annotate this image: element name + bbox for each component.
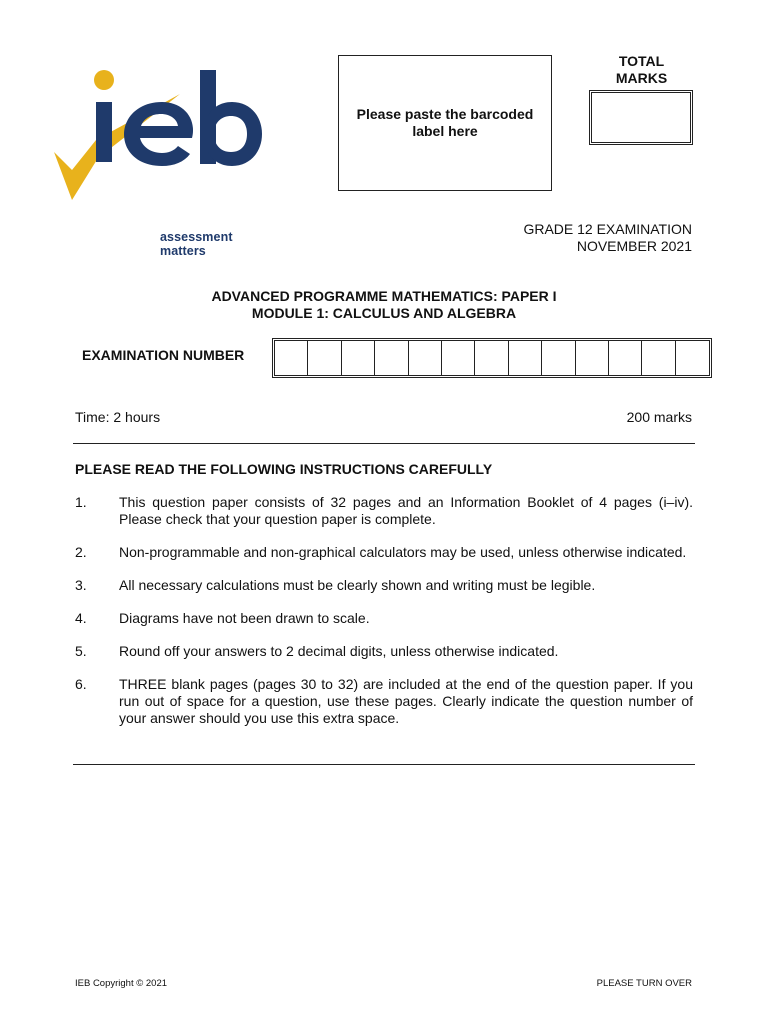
- time-allowed: Time: 2 hours: [75, 409, 161, 425]
- paper-title: ADVANCED PROGRAMME MATHEMATICS: PAPER I: [211, 288, 557, 304]
- examination-number-cell[interactable]: [442, 341, 475, 375]
- instructions-heading: PLEASE READ THE FOLLOWING INSTRUCTIONS CAREFULLY: [75, 461, 493, 477]
- total-marks-box[interactable]: [589, 90, 693, 145]
- footer-turn-over: PLEASE TURN OVER: [596, 978, 692, 989]
- divider-top: [73, 443, 695, 444]
- ieb-logo: [50, 62, 270, 258]
- examination-number-cell[interactable]: [409, 341, 442, 375]
- barcode-label-box: [338, 55, 552, 191]
- examination-number-cell[interactable]: [375, 341, 408, 375]
- instruction-item: [75, 544, 693, 561]
- instruction-text: THREE blank pages (pages 30 to 32) are included at the end of the question paper. If you run out of space for a question, use these pages. Clearly indicate the question number of your answer should you use this extra space.: [119, 676, 693, 726]
- examination-number-cell[interactable]: [609, 341, 642, 375]
- exam-session: NOVEMBER 2021: [576, 238, 692, 254]
- footer-copyright: IEB Copyright © 2021: [75, 978, 168, 989]
- instruction-item: [75, 494, 693, 528]
- instruction-text: All necessary calculations must be clearly shown and writing must be legible.: [119, 577, 596, 593]
- examination-number-cell[interactable]: [676, 341, 709, 375]
- total-marks-value: 200 marks: [626, 409, 692, 425]
- examination-number-cell[interactable]: [342, 341, 375, 375]
- instruction-item: [75, 577, 693, 594]
- total-marks-label: [590, 53, 693, 87]
- total-marks-label-line2: MARKS: [615, 70, 668, 86]
- exam-grade: GRADE 12 EXAMINATION: [523, 221, 692, 237]
- instruction-text: Diagrams have not been drawn to scale.: [119, 610, 370, 626]
- total-marks-label-line1: TOTAL: [618, 53, 665, 69]
- examination-number-cell[interactable]: [308, 341, 341, 375]
- instruction-item: [75, 676, 693, 727]
- instruction-number: 4.: [75, 610, 87, 626]
- instruction-number: 6.: [75, 676, 87, 692]
- instruction-number: 5.: [75, 643, 87, 659]
- logo-tagline: assessment matters: [160, 230, 233, 258]
- instruction-text: Round off your answers to 2 decimal digits, unless otherwise indicated.: [119, 643, 559, 659]
- examination-number-cell[interactable]: [509, 341, 542, 375]
- instruction-item: [75, 610, 693, 627]
- instructions-list: [75, 494, 693, 743]
- examination-number-label: EXAMINATION NUMBER: [82, 347, 245, 363]
- instruction-number: 3.: [75, 577, 87, 593]
- examination-number-cell[interactable]: [475, 341, 508, 375]
- instruction-text: Non-programmable and non-graphical calculators may be used, unless otherwise indicated.: [119, 544, 687, 560]
- examination-number-cell[interactable]: [576, 341, 609, 375]
- examination-number-grid[interactable]: [272, 338, 712, 378]
- examination-number-cell[interactable]: [542, 341, 575, 375]
- paper-module: MODULE 1: CALCULUS AND ALGEBRA: [251, 305, 517, 321]
- divider-bottom: [73, 764, 695, 765]
- examination-number-cell[interactable]: [642, 341, 675, 375]
- barcode-box-text: Please paste the barcoded label here: [356, 106, 534, 139]
- exam-info: [523, 221, 692, 255]
- paper-title-block: [0, 288, 768, 322]
- instruction-number: 1.: [75, 494, 87, 510]
- instruction-item: [75, 643, 693, 660]
- instruction-text: This question paper consists of 32 pages and an Information Booklet of 4 pages (i–iv). Please check that your question paper is complete.: [119, 494, 693, 527]
- ieb-logo-mark-icon: [50, 62, 270, 202]
- examination-number-cell[interactable]: [275, 341, 308, 375]
- instruction-number: 2.: [75, 544, 87, 560]
